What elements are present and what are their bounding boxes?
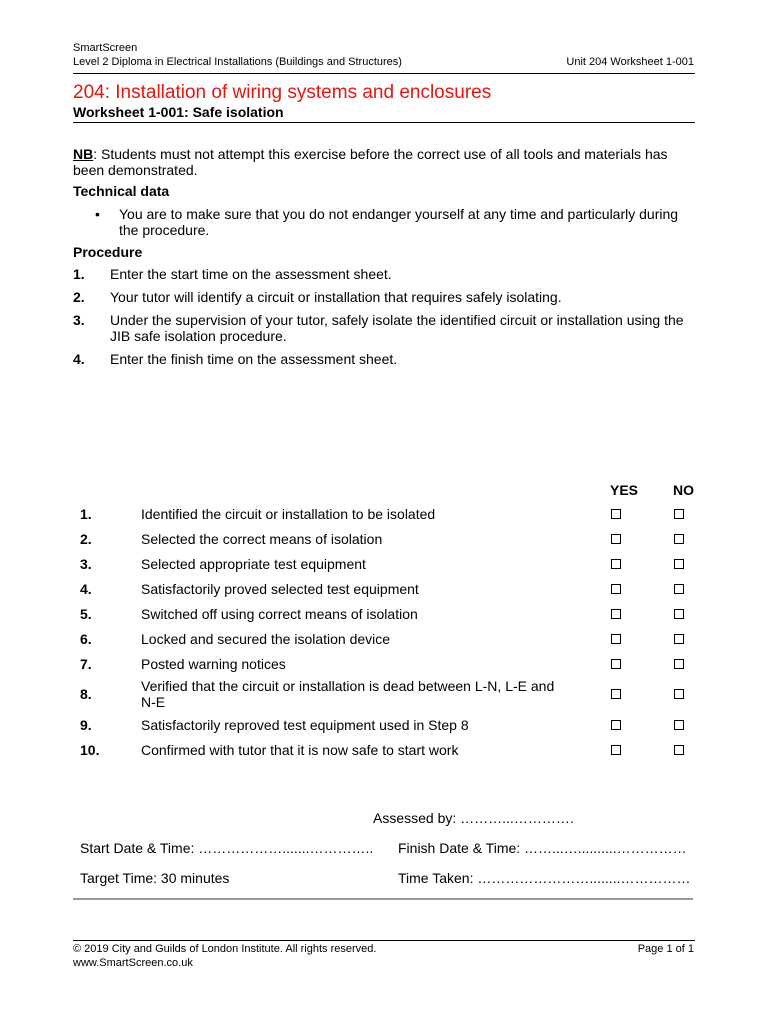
yes-checkbox[interactable] — [611, 584, 621, 594]
no-checkbox[interactable] — [674, 745, 684, 755]
no-checkbox[interactable] — [674, 609, 684, 619]
no-checkbox[interactable] — [674, 720, 684, 730]
technical-data-heading: Technical data — [73, 183, 170, 199]
finish-date-field[interactable]: Finish Date & Time: ……...…..........…………… — [398, 840, 687, 856]
no-checkbox[interactable] — [674, 534, 684, 544]
row-number: 10. — [80, 741, 100, 758]
checklist-row — [73, 601, 703, 626]
checklist-row — [73, 626, 703, 651]
no-checkbox[interactable] — [674, 634, 684, 644]
yes-checkbox[interactable] — [611, 745, 621, 755]
checklist-row — [73, 712, 703, 737]
footer-copyright: © 2019 City and Guilds of London Institute. All rights reserved. — [73, 943, 377, 955]
assessment-divider — [73, 898, 693, 900]
start-date-field[interactable]: Start Date & Time: ……………….......………….. — [80, 840, 374, 856]
step-text: Enter the finish time on the assessment sheet. — [110, 351, 398, 367]
worksheet-subtitle: Worksheet 1-001: Safe isolation — [73, 104, 284, 120]
step-number: 3. — [73, 312, 85, 328]
procedure-list — [73, 266, 703, 374]
page-title: 204: Installation of wiring systems and enclosures — [73, 82, 492, 103]
row-text: Switched off using correct means of isolation — [141, 605, 418, 622]
checklist-row — [73, 526, 703, 551]
footer-divider — [73, 940, 695, 941]
row-number: 5. — [80, 605, 92, 622]
step-text: Your tutor will identify a circuit or installation that requires safely isolating. — [110, 289, 562, 305]
row-text: Identified the circuit or installation to be isolated — [141, 505, 436, 522]
footer-website-link[interactable]: www.SmartScreen.co.uk — [73, 957, 193, 969]
no-checkbox[interactable] — [674, 584, 684, 594]
procedure-step — [73, 289, 703, 305]
row-text: Selected the correct means of isolation — [141, 530, 383, 547]
assessed-by-field[interactable]: Assessed by: ………...…………. — [373, 810, 574, 826]
no-checkbox[interactable] — [674, 559, 684, 569]
yes-checkbox[interactable] — [611, 534, 621, 544]
row-number: 9. — [80, 716, 92, 733]
yes-column-header: YES — [610, 482, 639, 498]
step-number: 1. — [73, 266, 85, 282]
yes-checkbox[interactable] — [611, 559, 621, 569]
checklist-row — [73, 651, 703, 676]
checklist-row — [73, 676, 703, 712]
row-text: Selected appropriate test equipment — [141, 555, 366, 572]
step-number: 2. — [73, 289, 85, 305]
checklist-row — [73, 576, 703, 601]
bullet-icon: • — [95, 206, 100, 222]
row-text: Satisfactorily reproved test equipment used in Step 8 — [141, 716, 469, 733]
procedure-step — [73, 351, 703, 367]
checklist-row — [73, 737, 703, 762]
row-text: Posted warning notices — [141, 655, 286, 672]
row-number: 2. — [80, 530, 92, 547]
header-brand: SmartScreen — [73, 42, 138, 54]
no-checkbox[interactable] — [674, 689, 684, 699]
no-checkbox[interactable] — [674, 659, 684, 669]
row-number: 8. — [80, 686, 92, 702]
step-text: Under the supervision of your tutor, safely isolate the identified circuit or installation using the JIB safe isolation procedure. — [110, 312, 684, 344]
row-number: 4. — [80, 580, 92, 597]
row-text: Verified that the circuit or installation is dead between L-N, L-E and N-E — [141, 678, 555, 710]
yes-checkbox[interactable] — [611, 720, 621, 730]
yes-checkbox[interactable] — [611, 689, 621, 699]
row-text: Satisfactorily proved selected test equipment — [141, 580, 419, 597]
checklist-row — [73, 501, 703, 526]
procedure-heading: Procedure — [73, 244, 143, 260]
row-number: 3. — [80, 555, 92, 572]
title-divider — [73, 122, 695, 123]
procedure-step — [73, 312, 703, 344]
header-unit-ref: Unit 204 Worksheet 1-001 — [566, 56, 694, 68]
no-column-header: NO — [673, 482, 694, 498]
footer-page-number: Page 1 of 1 — [637, 943, 694, 955]
time-taken-field[interactable]: Time Taken: ……………………........…………… — [398, 870, 691, 886]
nb-text: : Students must not attempt this exercise before the correct use of all tools and materials has been demonstrated. — [73, 146, 668, 178]
header-course: Level 2 Diploma in Electrical Installations (Buildings and Structures) — [73, 56, 402, 68]
row-number: 1. — [80, 505, 92, 522]
row-text: Locked and secured the isolation device — [141, 630, 391, 647]
yes-checkbox[interactable] — [611, 509, 621, 519]
step-text: Enter the start time on the assessment sheet. — [110, 266, 392, 282]
yes-checkbox[interactable] — [611, 609, 621, 619]
nb-label: NB — [73, 146, 94, 162]
yes-checkbox[interactable] — [611, 659, 621, 669]
row-number: 6. — [80, 630, 92, 647]
header-divider — [73, 73, 695, 74]
no-checkbox[interactable] — [674, 509, 684, 519]
checklist-table — [73, 501, 703, 762]
procedure-step — [73, 266, 703, 282]
yes-checkbox[interactable] — [611, 634, 621, 644]
target-time-label: Target Time: 30 minutes — [80, 870, 230, 886]
step-number: 4. — [73, 351, 85, 367]
row-number: 7. — [80, 655, 92, 672]
row-text: Confirmed with tutor that it is now safe to start work — [141, 741, 459, 758]
nb-note — [73, 146, 698, 178]
checklist-row — [73, 551, 703, 576]
technical-data-text: You are to make sure that you do not endanger yourself at any time and particularly during the procedure. — [119, 206, 679, 238]
